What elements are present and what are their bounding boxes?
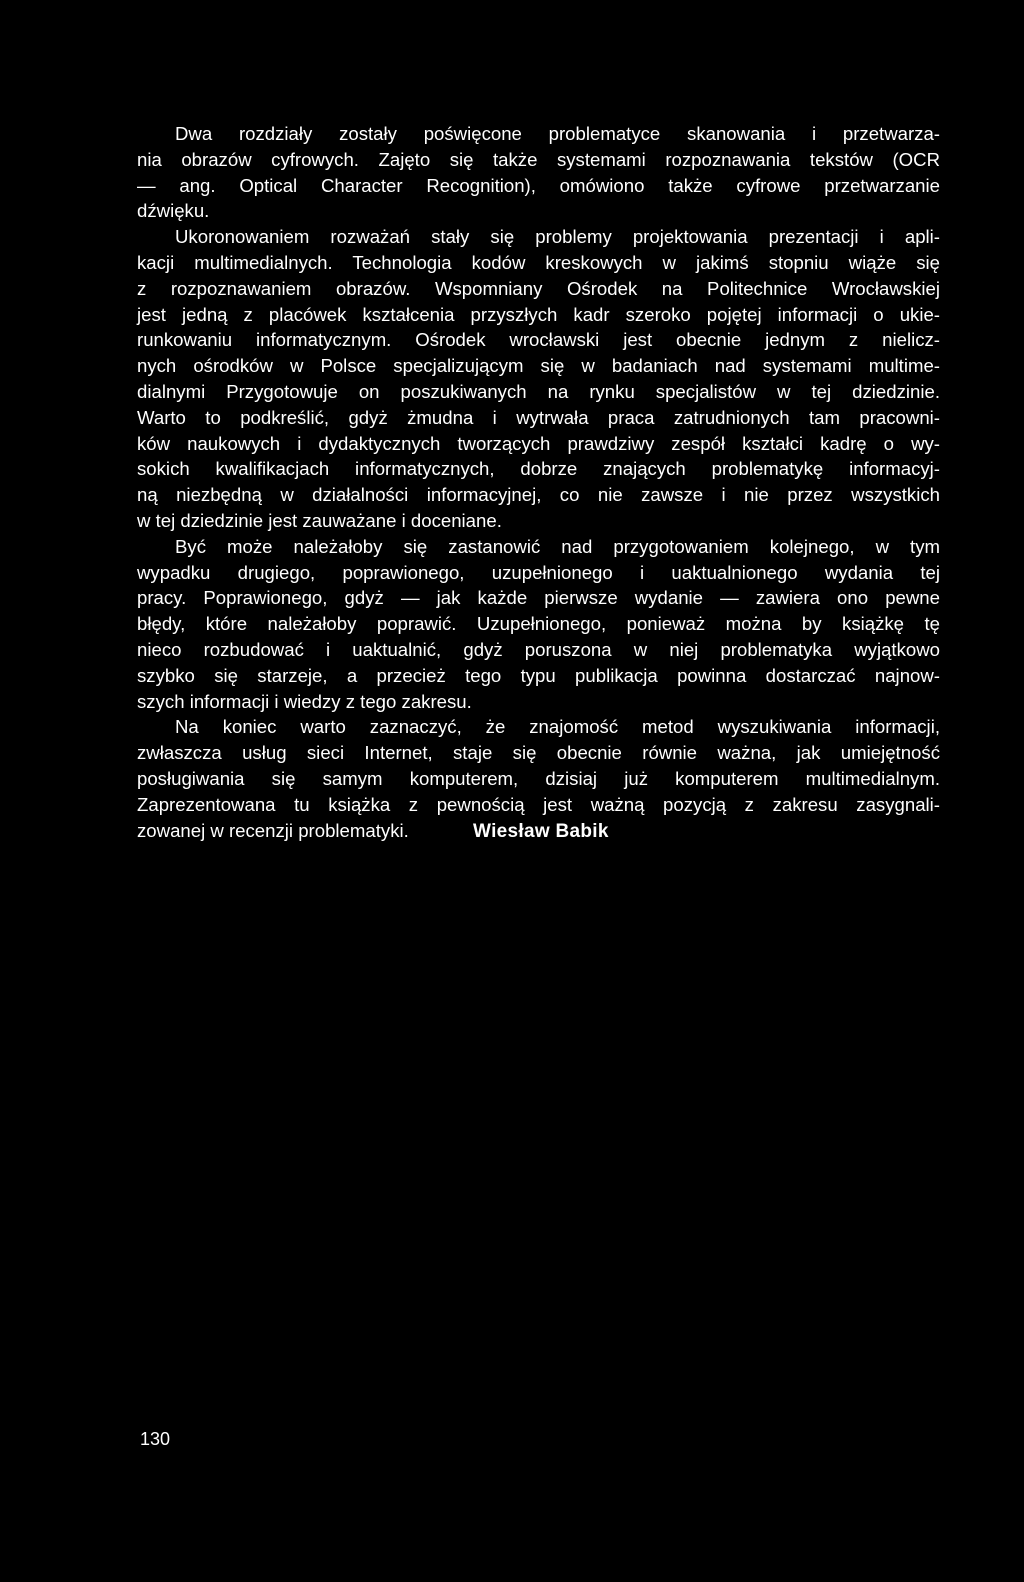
text-line: runkowaniu informatycznym. Ośrodek wrocławski jest obecnie jednym z nielicz-: [137, 329, 940, 351]
text-line: Dwa rozdziały zostały poświęcone problematyce skanowania i przetwarza-: [175, 123, 940, 144]
text-line: z rozpoznawaniem obrazów. Wspomniany Ośrodek na Politechnice Wrocławskiej: [137, 277, 940, 299]
text-line: Być może należałoby się zastanowić nad przygotowaniem kolejnego, w tym: [175, 535, 940, 557]
text-line: wypadku drugiego, poprawionego, uzupełnionego i uaktualnionego wydania tej: [137, 561, 940, 583]
page-body: [137, 121, 940, 843]
text-line: ną niezbędną w działalności informacyjnej, co nie zawsze i nie przez wszystkich: [137, 484, 940, 506]
author-signature: Wiesław Babik: [473, 821, 609, 842]
text-line: szych informacji i wiedzy z tego zakresu.: [137, 690, 472, 712]
text-line: Ukoronowaniem rozważań stały się problemy projektowania prezentacji i apli-: [175, 226, 940, 248]
text-line: zowanej w recenzji problematyki.: [137, 819, 409, 841]
text-line: kacji multimedialnych. Technologia kodów kreskowych w jakimś stopniu wiąże się: [137, 251, 940, 273]
text-line: posługiwania się samym komputerem, dzisiaj już komputerem multimedialnym.: [137, 767, 940, 789]
text-line: nieco rozbudować i uaktualnić, gdyż poruszona w niej problematyka wyjątkowo: [137, 638, 940, 660]
text-line: Na koniec warto zaznaczyć, że znajomość metod wyszukiwania informacji,: [175, 716, 940, 738]
text-line: sokich kwalifikacjach informatycznych, dobrze znających problematykę informacyj-: [137, 458, 940, 480]
text-line: Zaprezentowana tu książka z pewnością jest ważną pozycją z zakresu zasygnali-: [137, 793, 940, 815]
text-line: zwłaszcza usług sieci Internet, staje się obecnie równie ważna, jak umiejętność: [137, 742, 940, 764]
text-line: pracy. Poprawionego, gdyż — jak każde pierwsze wydanie — zawiera ono pewne: [137, 587, 940, 609]
text-line: błędy, które należałoby poprawić. Uzupełnionego, ponieważ można by książkę tę: [137, 613, 940, 635]
page-number: 130: [140, 1429, 171, 1449]
text-line: szybko się starzeje, a przecież tego typu publikacja powinna dostarczać najnow-: [137, 664, 940, 686]
text-line: w tej dziedzinie jest zauważane i doceniane.: [137, 509, 502, 531]
text-line: jest jedną z placówek kształcenia przyszłych kadr szeroko pojętej informacji o ukie-: [137, 303, 940, 325]
text-line: nia obrazów cyfrowych. Zajęto się także systemami rozpoznawania tekstów (OCR: [137, 148, 940, 170]
text-line: — ang. Optical Character Recognition), omówiono także cyfrowe przetwarzanie: [137, 174, 940, 196]
text-line: dialnymi Przygotowuje on poszukiwanych na rynku specjalistów w tej dziedzinie.: [137, 380, 940, 402]
text-line: Warto to podkreślić, gdyż żmudna i wytrwała praca zatrudnionych tam pracowni-: [137, 406, 940, 428]
text-line: dźwięku.: [137, 200, 210, 222]
text-line: nych ośrodków w Polsce specjalizującym się w badaniach nad systemami multime-: [137, 355, 940, 377]
text-line: ków naukowych i dydaktycznych tworzących prawdziwy zespół kształci kadrę o wy-: [137, 432, 940, 454]
